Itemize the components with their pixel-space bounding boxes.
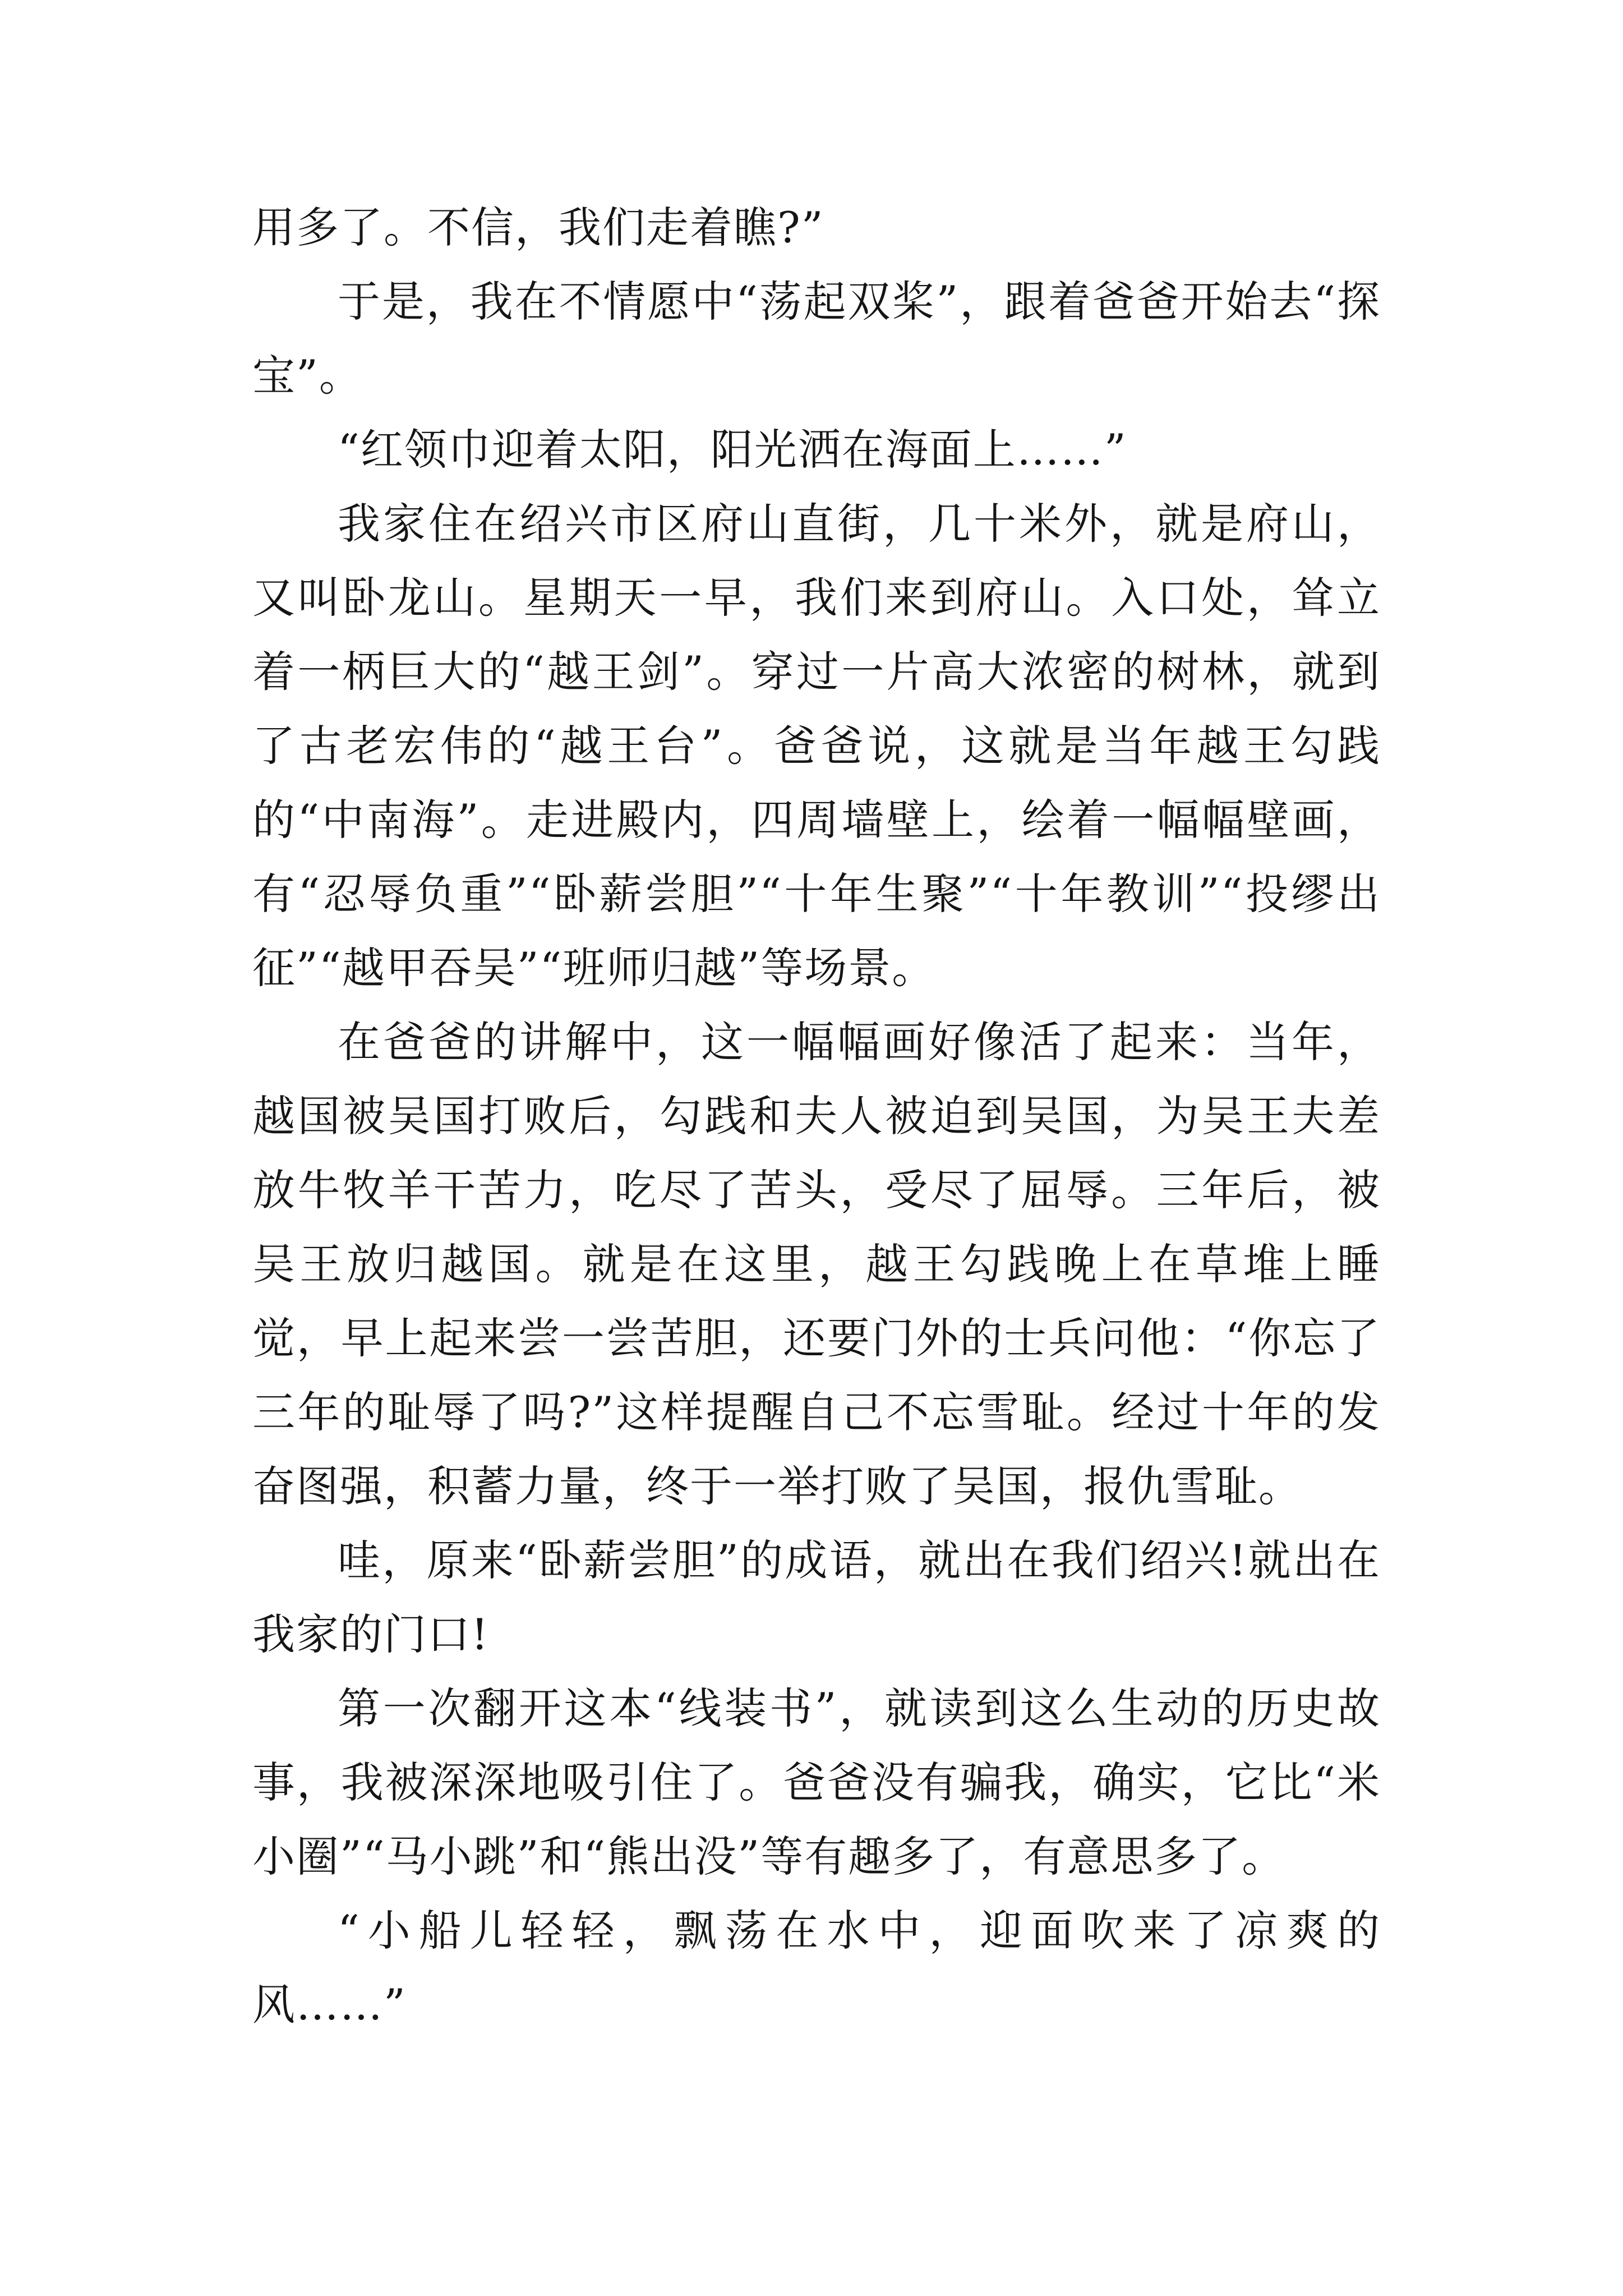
paragraph-2: 于是，我在不情愿中“荡起双桨”，跟着爸爸开始去“探宝”。 bbox=[252, 277, 1381, 401]
paragraph-4: 我家住在绍兴市区府山直街，几十米外，就是府山，又叫卧龙山。星期天一早，我们来到府山。入口处，耸立着一柄巨大的“越王剑”。穿过一片高大浓密的树林，就到了古老宏伟的“越王台”。爸爸说，这就是当年越王勾践的“中南海”。走进殿内，四周墙壁上，绘着一幅幅壁画，有“忍辱负重”“卧薪尝胆”“十年生聚”“十年教训”“投缪出征”“越甲吞吴”“班师归越”等场景。 bbox=[252, 499, 1381, 993]
paragraph-5: 在爸爸的讲解中，这一幅幅画好像活了起来：当年，越国被吴国打败后，勾践和夫人被迫到吴国，为吴王夫差放牛牧羊干苦力，吃尽了苦头，受尽了屈辱。三年后，被吴王放归越国。就是在这里，越王勾践晚上在草堆上睡觉，早上起来尝一尝苦胆，还要门外的士兵问他：“你忘了三年的耻辱了吗?”这样提醒自己不忘雪耻。经过十年的发奋图强，积蓄力量，终于一举打败了吴国，报仇雪耻。 bbox=[252, 1017, 1381, 1511]
paragraph-1: 用多了。不信，我们走着瞧?” bbox=[252, 203, 824, 252]
paragraph-3-song-lyric: “红领巾迎着太阳，阳光洒在海面上……” bbox=[338, 425, 1127, 475]
paragraph-8-song-lyric: “小船儿轻轻，飘荡在水中，迎面吹来了凉爽的风……” bbox=[252, 1906, 1381, 2030]
body-text bbox=[252, 191, 1381, 2042]
paragraph-7: 第一次翻开这本“线装书”，就读到这么生动的历史故事，我被深深地吸引住了。爸爸没有骗我，确实，它比“米小圈”“马小跳”和“熊出没”等有趣多了，有意思多了。 bbox=[252, 1683, 1381, 1881]
paragraph-6: 哇，原来“卧薪尝胆”的成语，就出在我们绍兴!就出在我家的门口! bbox=[252, 1535, 1381, 1659]
